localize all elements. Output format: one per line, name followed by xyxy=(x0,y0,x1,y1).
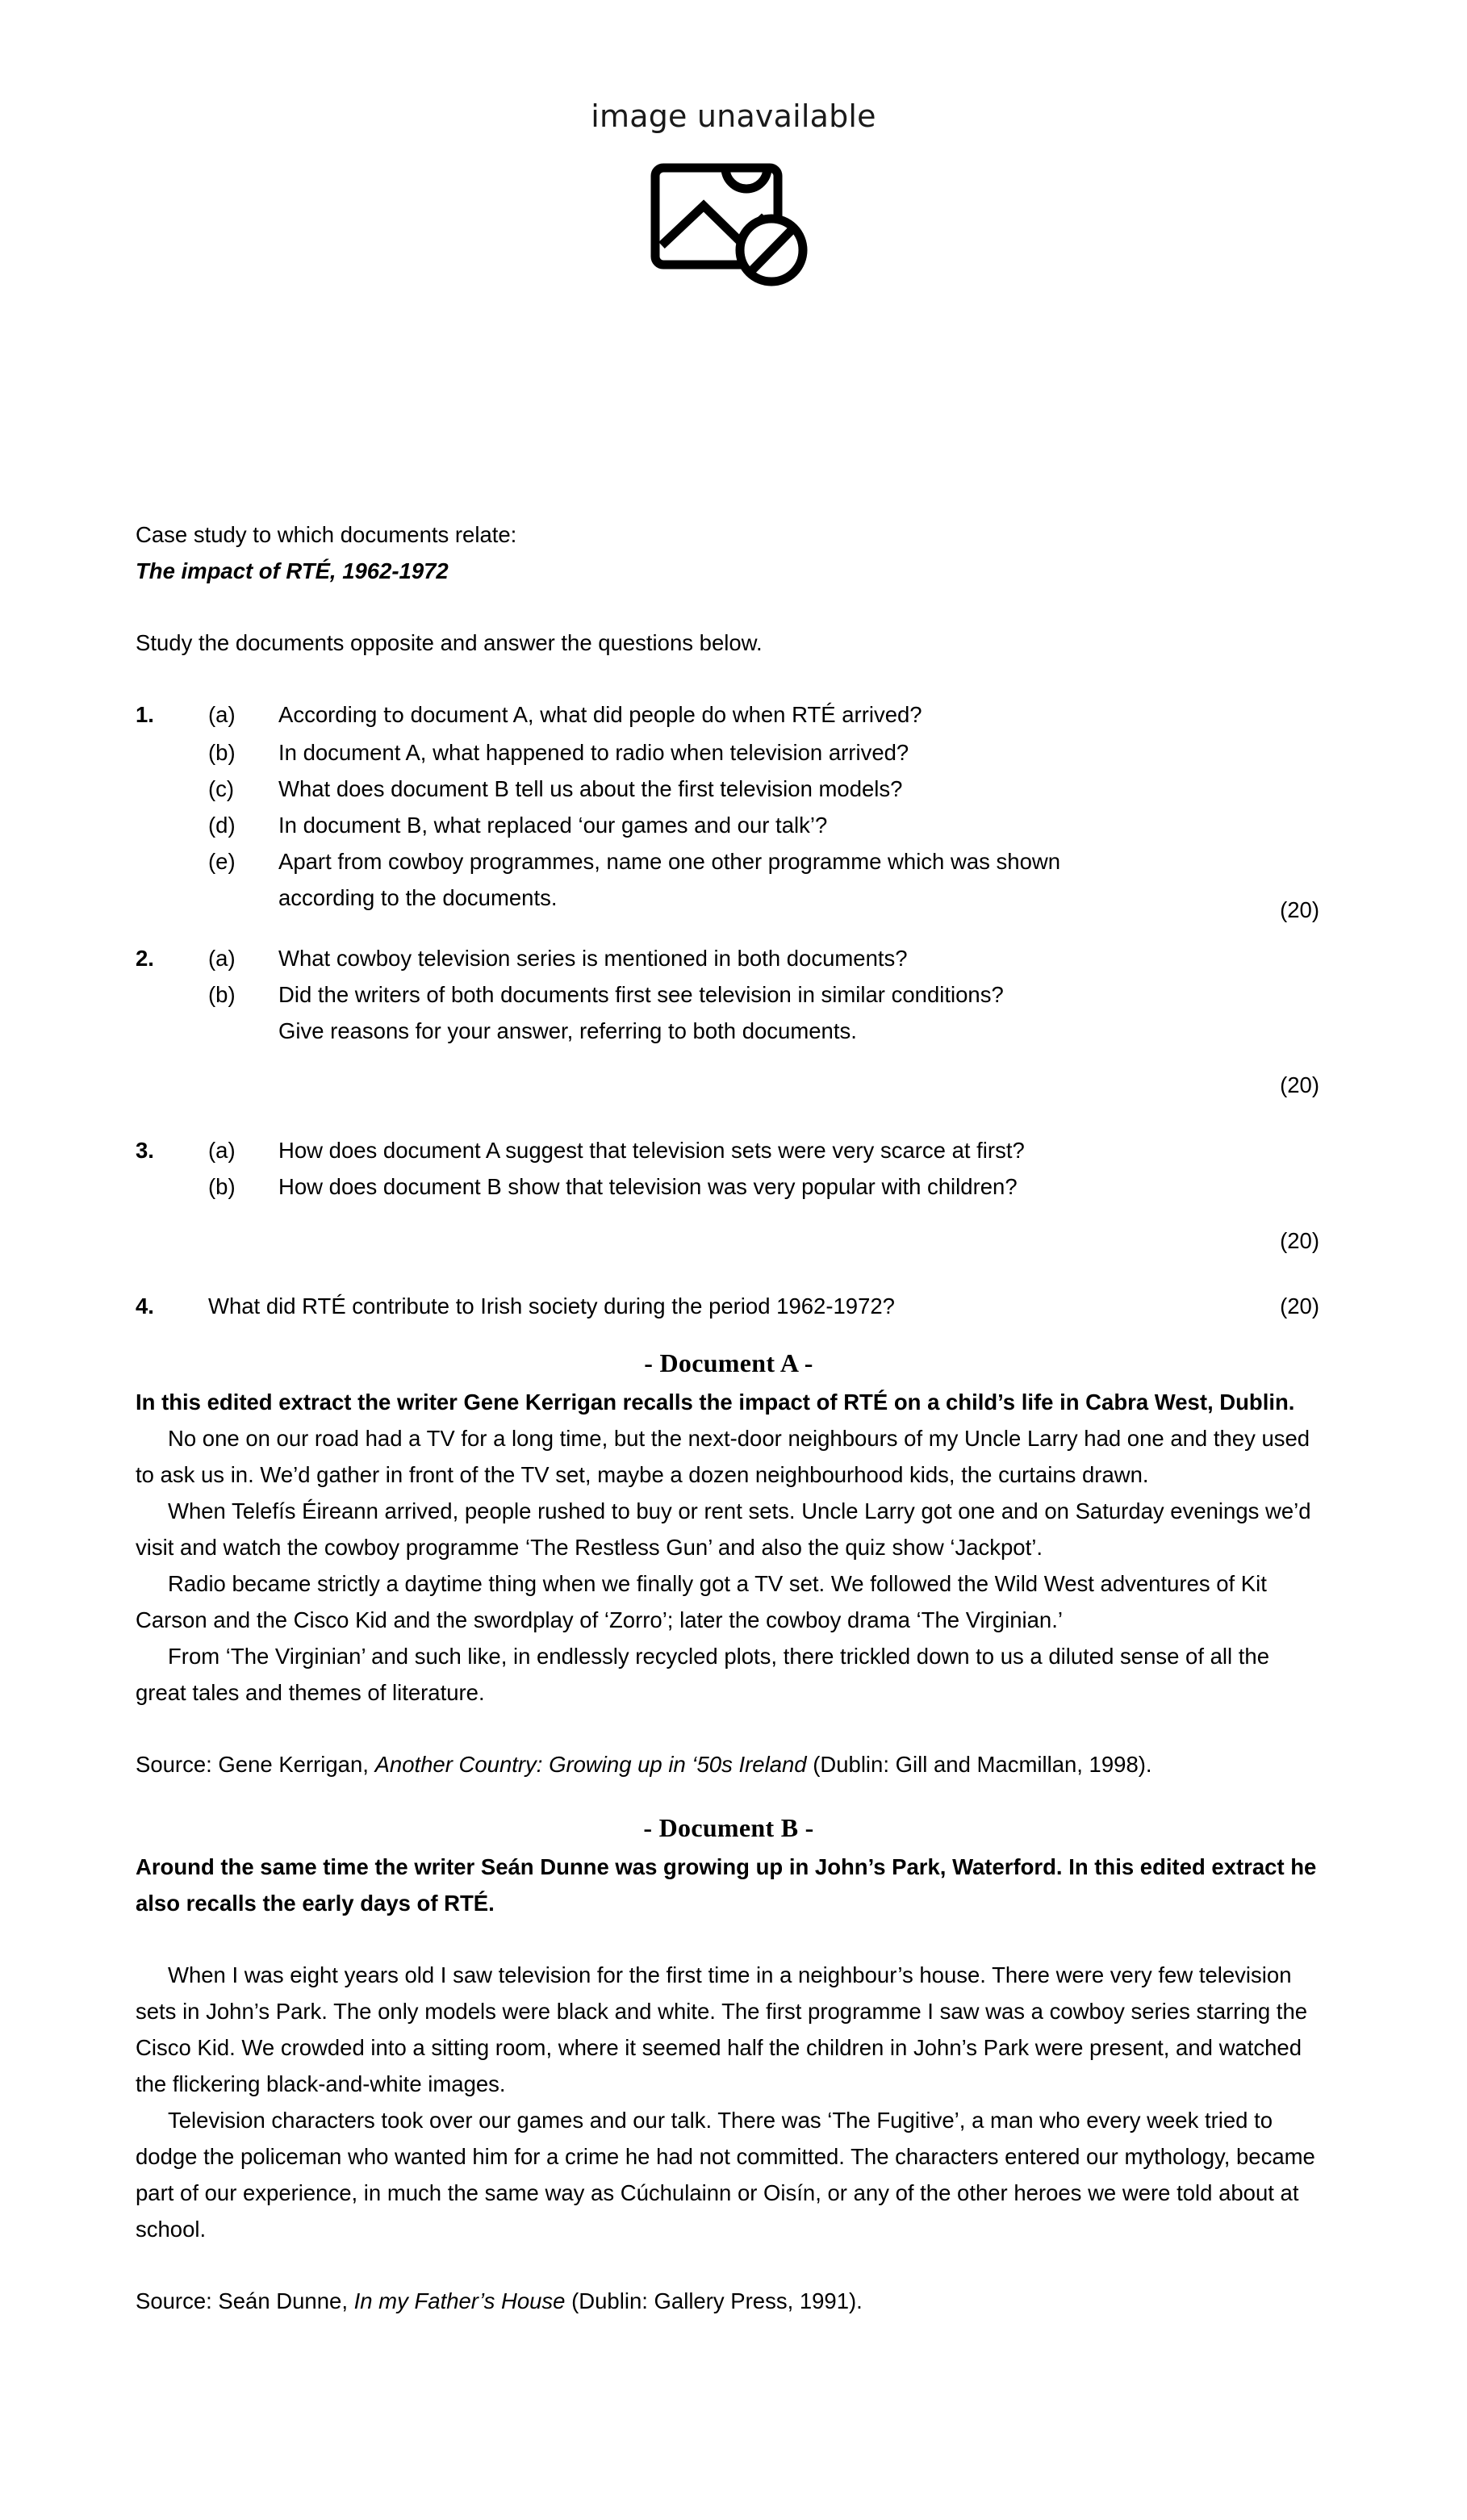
question-letter: (b) xyxy=(208,740,236,765)
marks-question-4: (20) xyxy=(1280,1293,1319,1319)
question-text: In document A, what happened to radio when television arrived? xyxy=(278,740,909,765)
question-text xyxy=(278,843,1322,916)
question-item xyxy=(136,1288,1322,1324)
question-text-part: Apart from cowboy programmes, name one other programme which was shown xyxy=(278,849,1061,874)
question-text xyxy=(278,696,1322,734)
source-suffix: (Dublin: Gill and Macmillan, 1998). xyxy=(806,1752,1152,1777)
question-text-emphasis: to xyxy=(382,704,405,728)
question-item xyxy=(136,696,1322,734)
question-letter: (a) xyxy=(208,1138,236,1163)
question-item xyxy=(136,976,1322,1049)
question-group-4 xyxy=(136,1288,1322,1324)
marks-question-1: (20) xyxy=(1280,897,1319,922)
document-a-paragraph: Radio became strictly a daytime thing when we finally got a TV set. We followed the Wild West adventures of Kit Carson and the Cisco Kid and the swordplay of ‘Zorro’; later the cowboy drama ‘The Virginian.’ xyxy=(136,1571,1267,1632)
question-group-2 xyxy=(136,940,1322,1103)
source-prefix: Source: Seán Dunne, xyxy=(136,2288,354,2313)
question-text-part: document A, what did people do when RTÉ arrived? xyxy=(404,702,922,727)
question-group-3 xyxy=(136,1132,1322,1259)
document-a-paragraph: No one on our road had a TV for a long time, but the next-door neighbours of my Uncle Larry had one and they used to ask us in. We’d gather in front of the TV set, maybe a dozen neighbourhood kids, the curtains drawn. xyxy=(136,1426,1310,1487)
question-text-continuation: Give reasons for your answer, referring to both documents. xyxy=(278,1018,857,1043)
document-a-source xyxy=(136,1746,1322,1782)
source-title: In my Father’s House xyxy=(353,2288,566,2313)
image-unavailable-caption: image unavailable xyxy=(591,98,876,134)
document-a-paragraph: From ‘The Virginian’ and such like, in endlessly recycled plots, there trickled down to us a diluted sense of all the great tales and themes of literature. xyxy=(136,1644,1270,1705)
question-item xyxy=(136,1132,1322,1168)
page-content xyxy=(136,516,1322,2319)
case-study-label: Case study to which documents relate: xyxy=(136,522,517,547)
marks-question-3: (20) xyxy=(1280,1228,1319,1253)
question-letter: (c) xyxy=(208,776,235,801)
case-study-title: The impact of RTÉ, 1962-1972 xyxy=(136,558,449,583)
question-text: In document B, what replaced ‘our games and our talk’? xyxy=(278,813,828,838)
question-text-continuation: according to the documents. xyxy=(278,885,558,910)
source-prefix: Source: Gene Kerrigan, xyxy=(136,1752,375,1777)
source-title: Another Country: Growing up in ‘50s Ireland xyxy=(374,1752,807,1777)
question-number: 4. xyxy=(136,1293,154,1319)
question-letter: (e) xyxy=(208,849,236,874)
source-suffix: (Dublin: Gallery Press, 1991). xyxy=(565,2288,863,2313)
question-text: What cowboy television series is mentioned in both documents? xyxy=(278,946,908,971)
question-letter: (a) xyxy=(208,946,236,971)
question-text-part: Did the writers of both documents first see television in similar conditions? xyxy=(278,982,1004,1007)
question-letter: (a) xyxy=(208,702,236,727)
study-instruction: Study the documents opposite and answer the questions below. xyxy=(136,630,763,655)
document-b-heading: - Document B - xyxy=(643,1813,814,1842)
document-b-paragraph: When I was eight years old I saw television for the first time in a neighbour’s house. There were very few television sets in John’s Park. The only models were black and white. The first programme I saw was a cowboy series starring the Cisco Kid. We crowded into a sitting room, where it seemed half the children in John’s Park were present, and watched the flickering black-and-white images. xyxy=(136,1962,1308,2096)
document-a-heading: - Document A - xyxy=(644,1348,813,1377)
question-letter: (b) xyxy=(208,1174,236,1199)
question-item xyxy=(136,734,1322,771)
question-text: How does document A suggest that television sets were very scarce at first? xyxy=(278,1138,1025,1163)
question-text-part: According xyxy=(278,702,383,727)
question-letter: (d) xyxy=(208,813,236,838)
question-number: 2. xyxy=(136,946,154,971)
question-number: 1. xyxy=(136,702,154,727)
image-unavailable-placeholder xyxy=(0,0,1467,484)
document-b-intro: Around the same time the writer Seán Dunne was growing up in John’s Park, Waterford. In this edited extract he also recalls the early days of RTÉ. xyxy=(136,1854,1317,1916)
question-item xyxy=(136,771,1322,807)
question-group-1 xyxy=(136,696,1322,922)
question-text: How does document B show that television was very popular with children? xyxy=(278,1174,1018,1199)
question-item xyxy=(136,807,1322,843)
question-text: What does document B tell us about the first television models? xyxy=(278,776,903,801)
question-item xyxy=(136,1168,1322,1205)
document-a-intro: In this edited extract the writer Gene Kerrigan recalls the impact of RTÉ on a child’s life in Cabra West, Dublin. xyxy=(136,1390,1295,1415)
marks-question-2: (20) xyxy=(1280,1072,1319,1097)
document-a-paragraph: When Telefís Éireann arrived, people rushed to buy or rent sets. Uncle Larry got one and on Saturday evenings we’d visit and watch the cowboy programme ‘The Restless Gun’ and also the quiz show ‘Jackpot’. xyxy=(136,1498,1311,1560)
question-text: What did RTÉ contribute to Irish society during the period 1962-1972? xyxy=(208,1293,895,1319)
broken-image-icon xyxy=(649,161,818,290)
question-item xyxy=(136,940,1322,976)
question-letter: (b) xyxy=(208,982,236,1007)
document-b-paragraph: Television characters took over our games and our talk. There was ‘The Fugitive’, a man who every week tried to dodge the policeman who wanted him for a crime he had not committed. The characters entered our mythology, became part of our experience, in much the same way as Cúchulainn or Oisín, or any of the other heroes we were told about at school. xyxy=(136,2108,1315,2242)
question-text xyxy=(278,976,1322,1049)
question-item xyxy=(136,843,1322,916)
question-number: 3. xyxy=(136,1138,154,1163)
document-b-source xyxy=(136,2283,1322,2319)
